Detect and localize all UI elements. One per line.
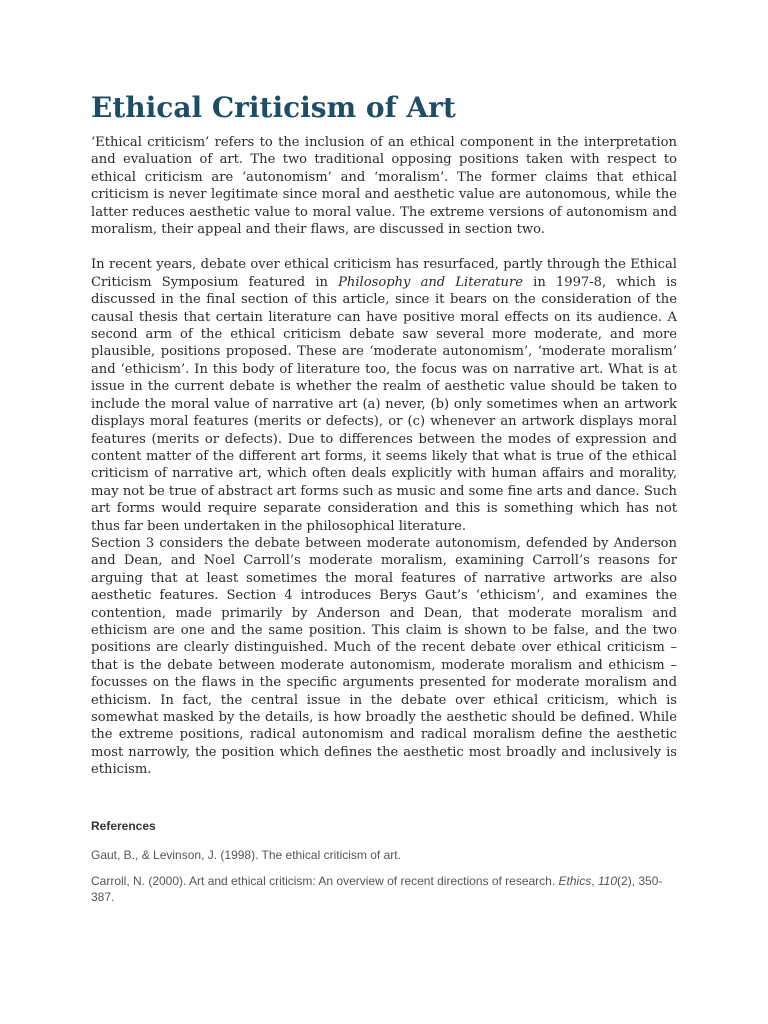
references-heading: References xyxy=(91,819,156,833)
reference-separator: , xyxy=(591,874,598,888)
paragraph-text: In recent years, debate over ethical criticism has resurfaced, partly through the Ethical Criticism Symposium featured in xyxy=(91,257,677,290)
paragraph-intro: ‘Ethical criticism’ refers to the inclusion of an ethical component in the interpretation and evaluation of art. The two traditional opposing positions taken with respect to ethical criticism are ‘autonomism’ and ‘moralism’. The former claims that ethical criticism is never legitimate since moral and aesthetic value are autonomous, while the latter reduces aesthetic value to moral value. The extreme versions of autonomism and moralism, their appeal and their flaws, are discussed in section two. xyxy=(91,135,677,238)
reference-item: Gaut, B., & Levinson, J. (1998). The ethical criticism of art. xyxy=(91,848,401,862)
reference-journal: Ethics xyxy=(558,874,592,888)
paragraph-sections: Section 3 considers the debate between moderate autonomism, defended by Anderson and Dean, and Noel Carroll’s moderate moralism, examining Carroll’s reasons for arguing that at least sometimes the moral features of narrative artworks are also aesthetic features. Section 4 introduces Berys Gaut’s ‘ethicism’, and examines the contention, made primarily by Anderson and Dean, that moderate moralism and ethicism are one and the same position. This claim is shown to be false, and the two positions are clearly distinguished. Much of the recent debate over ethical criticism – that is the debate between moderate autonomism, moderate moralism and ethicism – focusses on the flaws in the specific arguments presented for moderate moralism and ethicism. In fact, the central issue in the debate over ethical criticism, which is somewhat masked by the details, is how broadly the aesthetic should be defined. While the extreme positions, radical autonomism and radical moralism define the aesthetic most narrowly, the position which defines the aesthetic most broadly and inclusively is ethicism. xyxy=(91,535,677,778)
article-body xyxy=(91,134,677,779)
reference-volume: 110 xyxy=(597,874,618,888)
reference-text: (2), 350-387. xyxy=(91,874,663,904)
paragraph-text: in 1997-8, which is discussed in the final section of this article, since it bears on the consideration of the causal thesis that certain literature can have positive moral effects on its audience. A second arm of the ethical criticism debate saw several more moderate, and more plausible, positions proposed. These are ‘moderate autonomism’, ‘moderate moralism’ and ‘ethicism’. In this body of literature too, the focus was on narrative art. What is at issue in the current debate is whether the realm of aesthetic value should be taken to include the moral value of narrative art (a) never, (b) only sometimes when an artwork displays moral features (merits or defects), or (c) whenever an artwork displays moral features (merits or defects). Due to differences between the modes of expression and content matter of the different art forms, it seems likely that what is true of the ethical criticism of narrative art, which often deals explicitly with human affairs and morality, may not be true of abstract art forms such as music and some fine arts and dance. Such art forms would require separate consideration and this is something which has not thus far been undertaken in the philosophical literature. xyxy=(91,274,677,534)
paragraph-recent-debate xyxy=(91,256,677,535)
reference-item xyxy=(91,873,677,905)
reference-text: Carroll, N. (2000). Art and ethical criticism: An overview of recent directions of research. xyxy=(91,874,559,888)
article-title: Ethical Criticism of Art xyxy=(91,91,456,124)
references-section xyxy=(91,819,677,915)
journal-title: Philosophy and Literature xyxy=(338,274,523,290)
